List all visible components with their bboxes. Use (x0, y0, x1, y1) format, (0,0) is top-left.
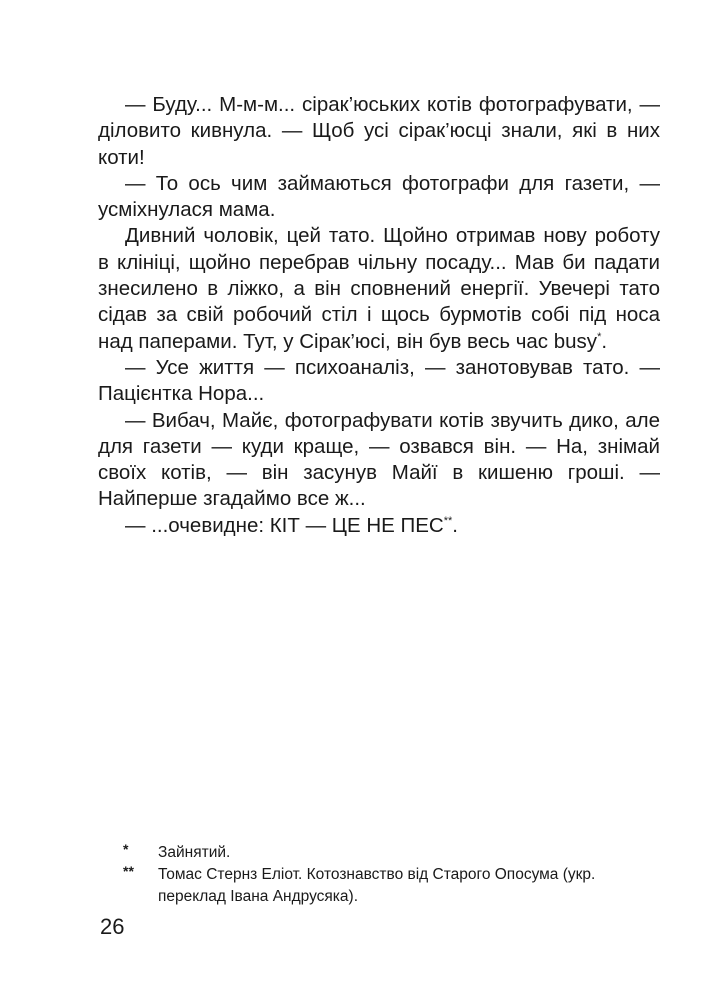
footnote-1 (123, 842, 663, 864)
paragraph-dialogue-1 (98, 92, 660, 171)
paragraph-dialogue-5: — ...очевидне: КІТ — ЦЕ НЕ ПЕС**. (125, 513, 458, 537)
paragraph-dialogue-2 (98, 171, 660, 224)
paragraph-text: Дивний чоловік, цей тато. Щойно отримав нову роботу в клініці, щойно перебрав чільну посаду... Мав би падати знесилено в ліжко, а він сповнений енергії. Увечері тато сідав за свій робочий стіл і щось бурмотів собі під носа над паперами. Тут, у Сірак’юсі, він був весь час busy (98, 224, 660, 353)
footnote-ref-kit: ** (443, 514, 453, 527)
footnote-mark: * (123, 841, 129, 857)
page-number: 26 (100, 914, 125, 939)
paragraph-text: — Буду... М-м-м... сірак’юських котів фотографувати, — діловито кивнула. — Щоб усі сірак’юсці знали, які в них коти! (98, 93, 660, 169)
paragraph-text: — Вибач, Майє, фотографувати котів звучить дико, але для газети — куди краще, — озвався він. — На, знімай своїх котів, — він засунув Майї в кишеню гроші. — Найперше згадаймо все ж... (98, 408, 660, 511)
footnote-2 (123, 864, 663, 908)
paragraph-dialogue-4 (98, 408, 660, 513)
footnotes (123, 842, 663, 908)
paragraph-text: — ...очевидне: КІТ — ЦЕ НЕ ПЕС (125, 513, 444, 537)
paragraph-dialogue-3 (98, 355, 660, 408)
paragraph-narration: Дивний чоловік, цей тато. Щойно отримав нову роботу в клініці, щойно перебрав чільну посаду... Мав би падати знесилено в ліжко, а він сповнений енергії. Увечері тато сідав за свій робочий стіл і щось бурмотів собі під носа над паперами. Тут, у Сірак’юсі, він був весь час busy*. (98, 224, 660, 353)
main-text (98, 92, 660, 539)
footnote-mark: ** (123, 863, 134, 879)
footnote-text: Зайнятий. (158, 844, 231, 861)
footnote-ref-busy: * (597, 330, 602, 343)
paragraph-text: — То ось чим займаються фотографи для газети, — усміхнулася мама. (98, 171, 660, 222)
paragraph-text: — Усе життя — психоаналіз, — занотовував тато. — Пацієнтка Нора... (98, 355, 660, 406)
footnote-text: Томас Стернз Еліот. Котознавство від Старого Опосума (укр. переклад Івана Андрусяка). (158, 866, 596, 905)
